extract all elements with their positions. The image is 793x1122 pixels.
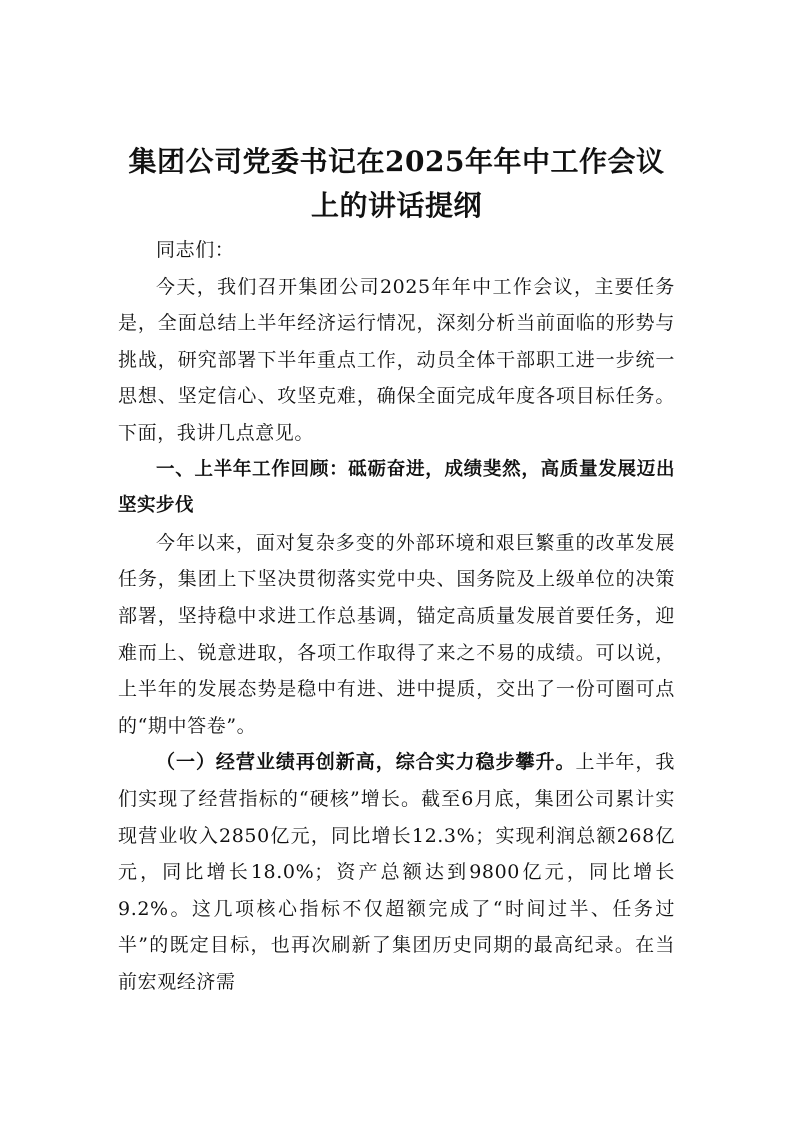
section-heading: 一、上半年工作回顾：砥砺奋进，成绩斐然，高质量发展迈出坚实步伐 [118,458,675,517]
intro-paragraph: 今天，我们召开集团公司2025年年中工作会议，主要任务是，全面总结上半年经济运行情况，深刻分析当前面临的形势与挑战，研究部署下半年重点工作，动员全体干部职工进一步统一思想、坚定信心、攻坚克难，确保全面完成年度各项目标任务。下面，我讲几点意见。 [118,275,675,444]
subsection-lead: （一）经营业绩再创新高，综合实力稳步攀升。 [156,751,576,774]
section-paragraph: 今年以来，面对复杂多变的外部环境和艰巨繁重的改革发展任务，集团上下坚决贯彻落实党中央、国务院及上级单位的决策部署，坚持稳中求进工作总基调，锚定高质量发展首要任务，迎难而上、锐意进取，各项工作取得了来之不易的成绩。可以说，上半年的发展态势是稳中有进、进中提质，交出了一份可圈可点的“期中答卷”。 [118,531,675,737]
document-body [118,140,675,1000]
salutation: 同志们： [156,239,235,261]
subsection-paragraph [118,744,675,1000]
subsection-body: 上半年，我们实现了经营指标的“硬核”增长。截至6月底，集团公司累计实现营业收入2850亿元，同比增长12.3%；实现利润总额268亿元，同比增长18.0%；资产总额达到9800亿元，同比增长9.2%。这几项核心指标不仅超额完成了“时间过半、任务过半”的既定目标，也再次刷新了集团历史同期的最高纪录。在当前宏观经济需 [118,751,675,993]
document-title: 集团公司党委书记在2025年年中工作会议上的讲话提纲 [128,145,665,222]
